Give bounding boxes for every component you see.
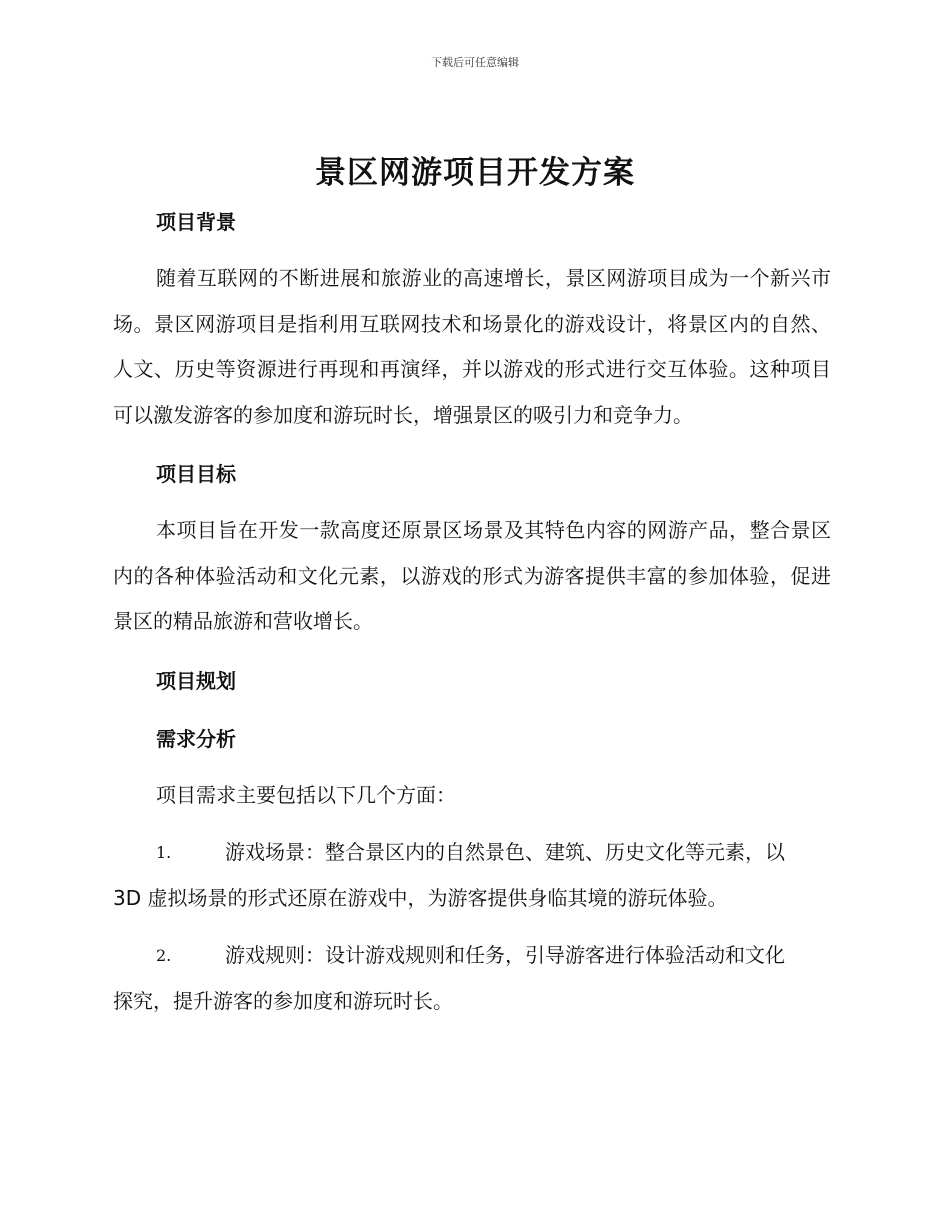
spacer [113,645,831,659]
list-item-text: 游戏规则：设计游戏规则和任务，引导游客进行体验活动和文化 [225,943,785,967]
paragraph-analysis-intro: 项目需求主要包括以下几个方面： [156,782,456,807]
document-body [113,200,831,1024]
paragraph-background: 随着互联网的不断进展和旅游业的高速增长，景区网游项目成为一个新兴市场。景区网游项目是指利用互联网技术和场景化的游戏设计，将景区内的自然、人文、历史等资源进行再现和再演绎，并以游戏的形式进行交互体验。这种项目可以激发游客的参加度和游玩时长，增强景区的吸引力和竞争力。 [113,266,831,427]
list-item [113,933,831,1024]
list-item-first-line [113,933,831,979]
spacer [113,761,831,773]
spacer [113,438,831,452]
list-item [113,830,831,921]
heading-goal: 项目目标 [156,462,236,486]
heading-plan: 项目规划 [156,668,236,693]
list-item-number: 1. [156,843,172,862]
heading-background: 项目背景 [156,210,236,234]
spacer [113,818,831,830]
spacer [113,921,831,933]
spacer [113,244,831,256]
spacer [113,496,831,508]
paragraph-goal: 本项目旨在开发一款高度还原景区场景及其特色内容的网游产品，整合景区内的各种体验活动和文化元素，以游戏的形式为游客提供丰富的参加体验，促进景区的精品旅游和营收增长。 [113,518,831,633]
list-item-continuation: 探究，提升游客的参加度和游玩时长。 [113,988,453,1013]
page-header-note: 下载后可任意编辑 [431,56,519,69]
list-item-number: 2. [156,946,172,965]
spacer [113,703,831,717]
heading-analysis: 需求分析 [156,726,236,751]
list-item-text: 游戏场景：整合景区内的自然景色、建筑、历史文化等元素，以 [225,840,785,864]
document-title: 景区网游项目开发方案 [315,155,635,191]
list-item-first-line [113,830,831,876]
list-item-continuation: 3D 虚拟场景的形式还原在游戏中，为游客提供身临其境的游玩体验。 [113,885,728,910]
